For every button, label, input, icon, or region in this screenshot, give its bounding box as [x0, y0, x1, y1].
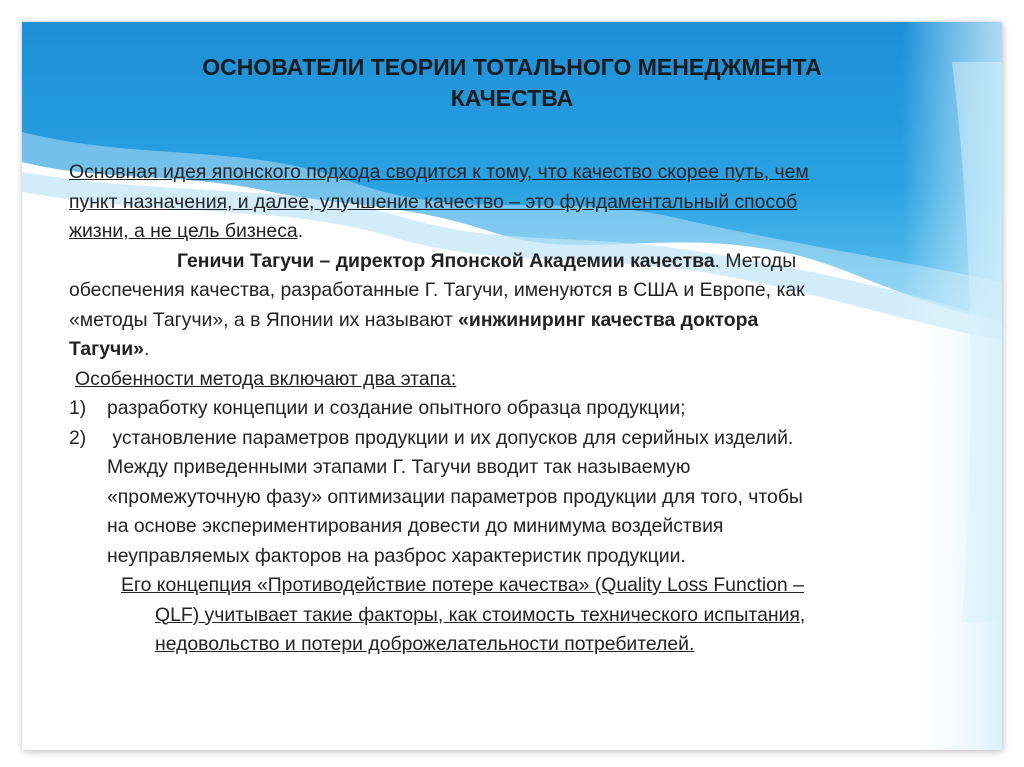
- taguchi-name-bold: Геничи Тагучи – директор Японской Академии качества: [177, 249, 715, 272]
- qlf-line-1: [69, 571, 974, 601]
- taguchi-line-2: [69, 276, 974, 306]
- taguchi-text-3: «методы Тагучи», а в Японии их называют: [69, 308, 459, 331]
- slide-title-line-1: ОСНОВАТЕЛИ ТЕОРИИ ТОТАЛЬНОГО МЕНЕДЖМЕНТА: [202, 54, 822, 80]
- slide-title: [84, 52, 940, 114]
- features-heading-text: Особенности метода включают два этапа:: [75, 367, 457, 390]
- main-idea-period: .: [297, 220, 304, 242]
- qlf-text-3: недовольство и потери доброжелательности потребителей.: [155, 633, 695, 655]
- list-number: 2): [69, 426, 87, 449]
- list-item-continuation: Между приведенными этапами Г. Тагучи вводит так называемую: [107, 456, 691, 478]
- taguchi-line-4: [69, 335, 974, 365]
- list-item: [69, 394, 974, 424]
- taguchi-line-1-rest: . Методы: [714, 249, 797, 272]
- slide-body: [69, 158, 974, 660]
- list-item-continuation: на основе экспериментирования довести до минимума воздействия: [107, 515, 724, 537]
- taguchi-text-2: обеспечения качества, разработанные Г. Тагучи, именуются в США и Европе, как: [69, 279, 805, 301]
- slide-title-line-2: КАЧЕСТВА: [450, 85, 574, 111]
- main-idea-line-1: [69, 158, 974, 188]
- qlf-line-2: [69, 601, 974, 631]
- qlf-line-3: [69, 630, 974, 660]
- slide: [22, 22, 1002, 750]
- list-item: [69, 424, 974, 454]
- qlf-text-2: QLF) учитывает такие факторы, как стоимость технического испытания,: [155, 603, 806, 626]
- main-idea-text-1: Основная идея японского подхода сводится к тому, что качество скорее путь, чем: [69, 161, 809, 183]
- main-idea-text-2: пункт назначения, и далее, улучшение качество – это фундаментальный способ: [69, 190, 798, 213]
- main-idea-text-3: жизни, а не цель бизнеса: [69, 220, 298, 242]
- taguchi-line-1: [69, 247, 974, 277]
- taguchi-name-end-bold: Тагучи»: [69, 338, 144, 360]
- features-heading: [69, 365, 974, 395]
- taguchi-period: .: [143, 338, 150, 360]
- list-item-text: разработку концепции и создание опытного образца продукции;: [107, 397, 686, 419]
- qlf-text-1: Его концепция «Противодействие потере качества» (Quality Loss Function –: [121, 574, 804, 596]
- list-number: 1): [69, 397, 87, 419]
- main-idea-line-3: [69, 217, 974, 247]
- list-item-continuation: неуправляемых факторов на разброс характеристик продукции.: [107, 544, 686, 567]
- list-item-continuation: «промежуточную фазу» оптимизации параметров продукции для того, чтобы: [107, 485, 803, 508]
- list-item-text: установление параметров продукции и их допусков для серийных изделий.: [107, 426, 794, 449]
- main-idea-line-2: [69, 188, 974, 218]
- taguchi-line-3: [69, 306, 974, 336]
- taguchi-engineering-bold: «инжиниринг качества доктора: [458, 308, 759, 331]
